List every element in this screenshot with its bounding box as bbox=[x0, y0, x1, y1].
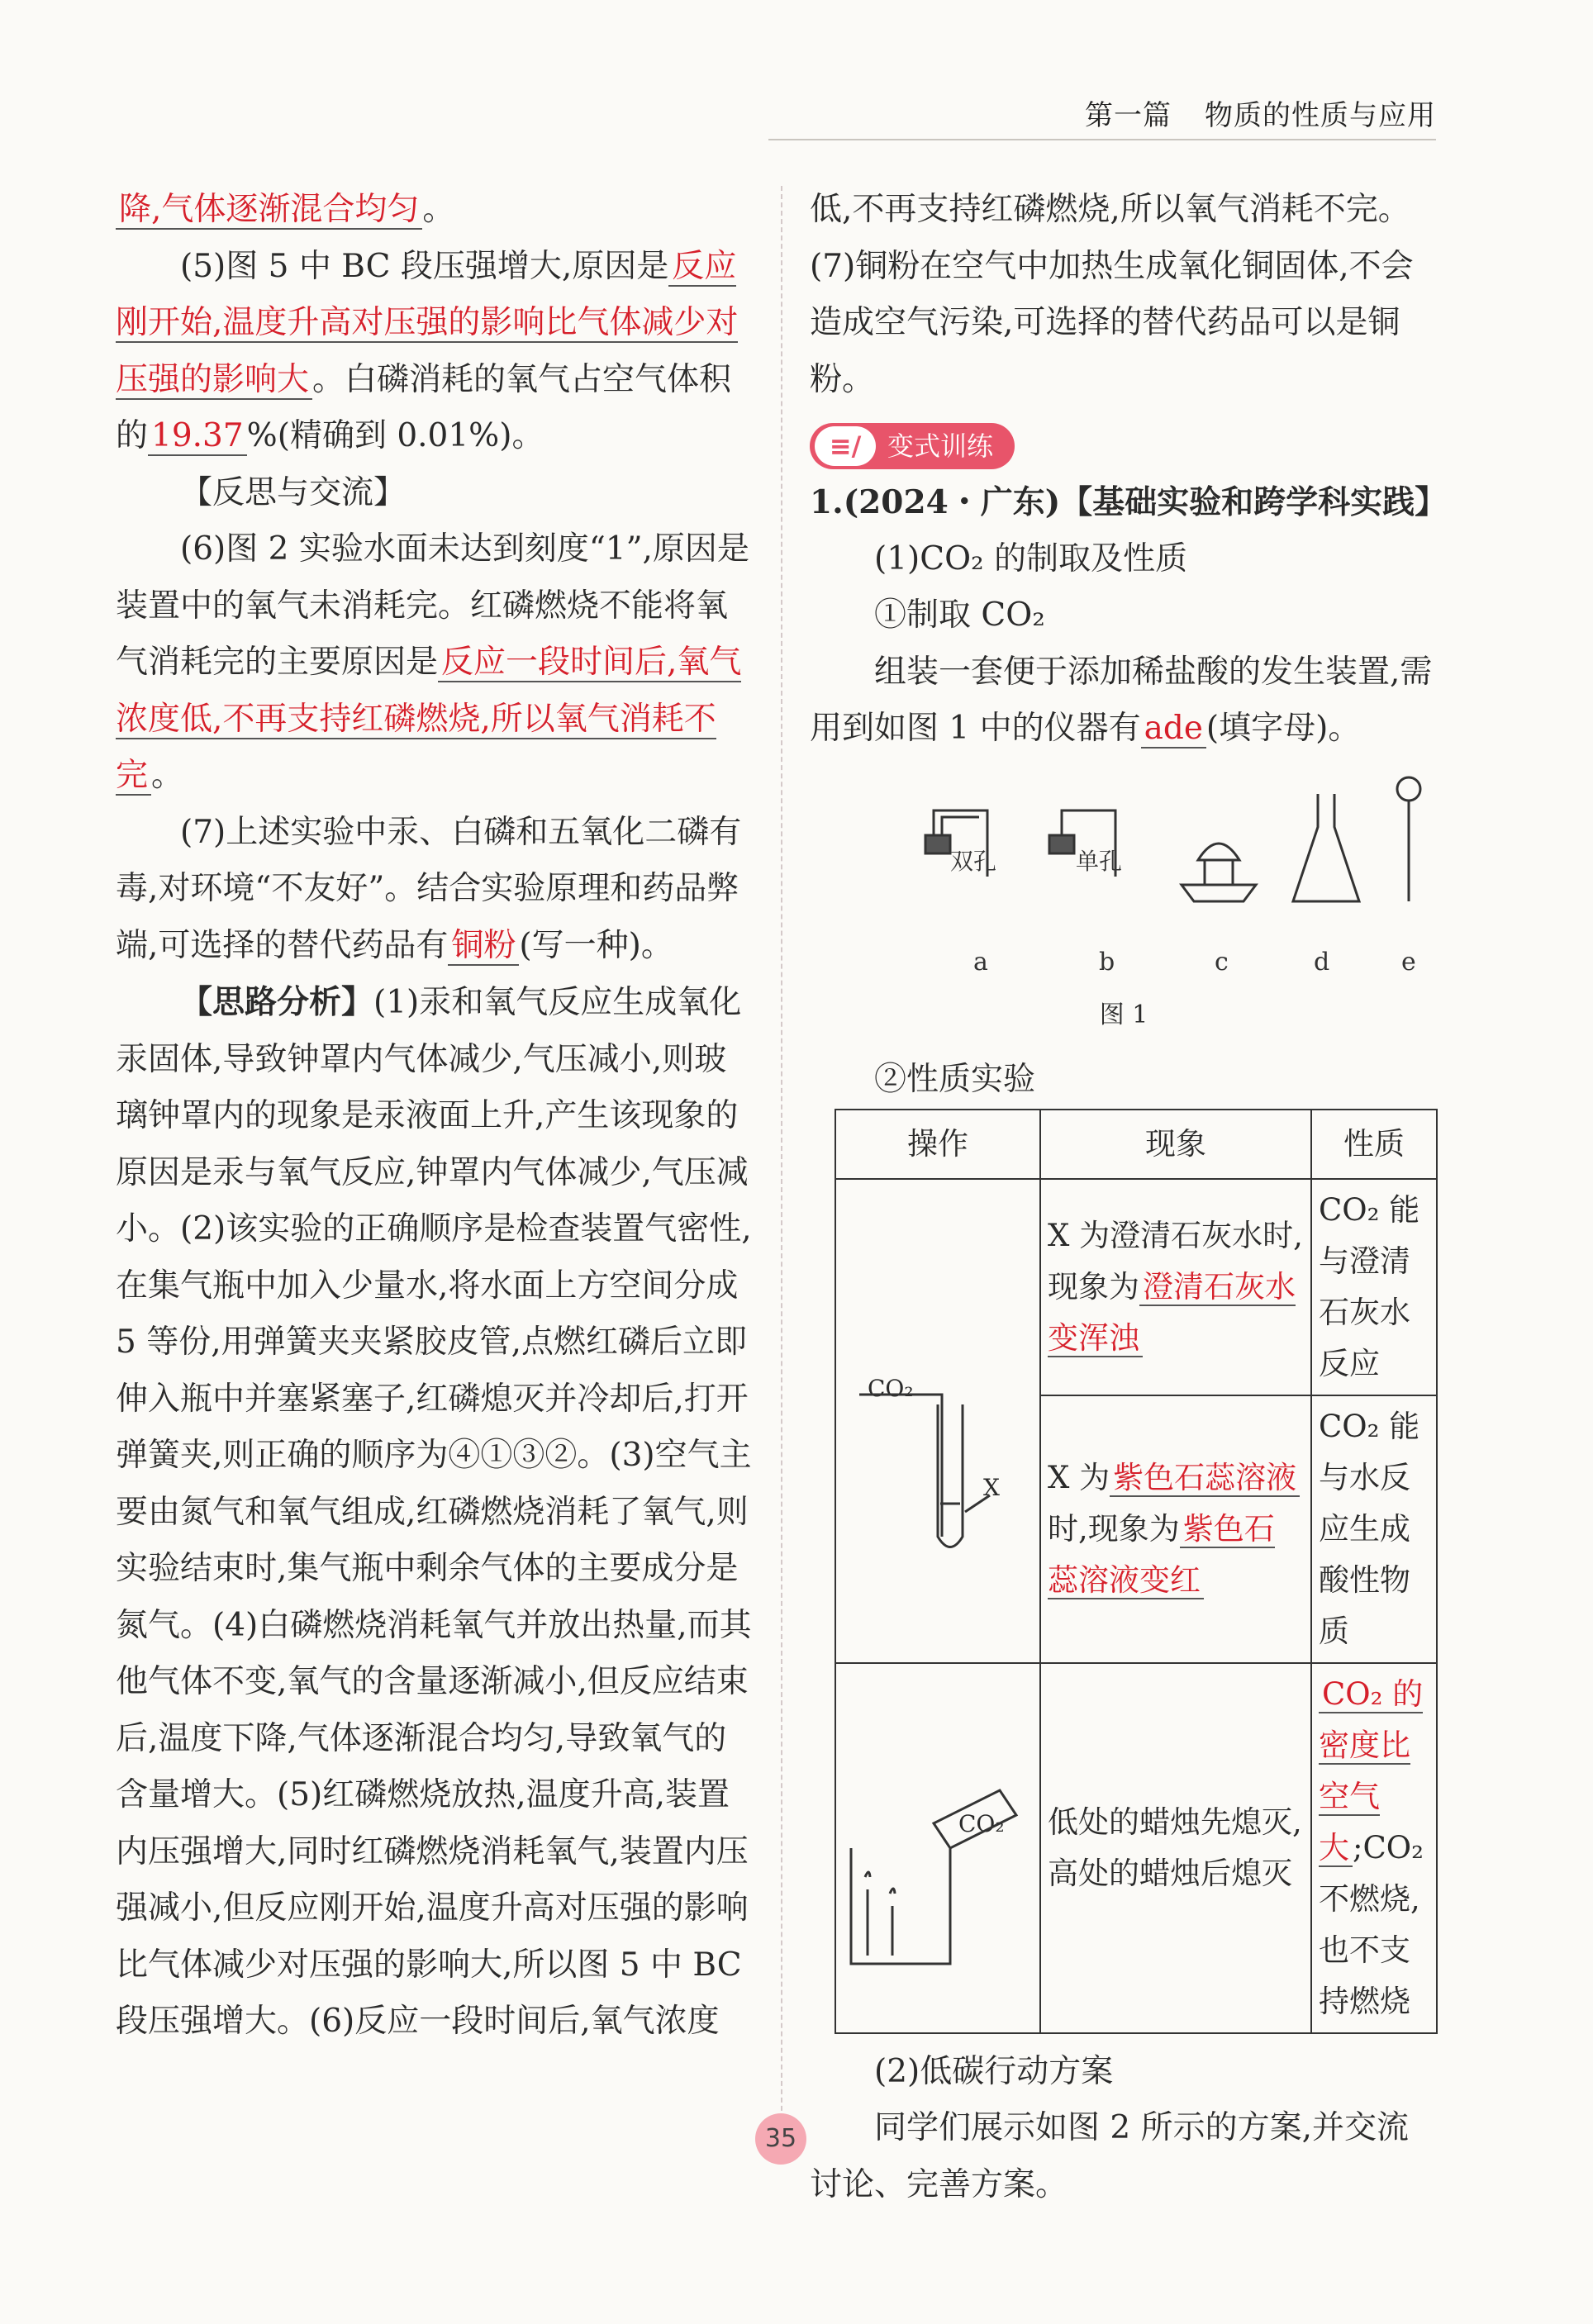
answer: 降,气体逐渐混合均匀 bbox=[116, 191, 422, 230]
column-divider bbox=[781, 186, 782, 2152]
section-heading: 【反思与交流】 bbox=[180, 473, 407, 511]
answer: ade bbox=[1141, 710, 1206, 749]
answer: CO₂ 的密度比空气大 bbox=[1319, 1675, 1424, 1865]
answer: 19.37 bbox=[148, 417, 247, 456]
answer: 紫色石蕊溶液 bbox=[1110, 1460, 1300, 1497]
answer: 反应刚开始,温度升高对压强的影响比气体减少对压强的影响大 bbox=[116, 247, 739, 398]
answer: 铜粉 bbox=[448, 927, 519, 966]
figure-caption: 图 1 bbox=[1099, 1000, 1148, 1029]
question-title: 1.(2024・广东)【基础实验和跨学科实践】 bbox=[810, 483, 1448, 521]
notebook-icon: ≡/ bbox=[815, 426, 876, 466]
figure-1-apparatus: 双孔 单孔 a b c d e bbox=[810, 769, 1438, 984]
right-column: 低,不再支持红磷燃烧,所以氧气消耗不完。(7)铜粉在空气中加热生成氧化铜固体,不会造成空气污染,可选择的替代药品可以是铜粉。 ≡/ 变式训练 1.(2024・广东)【基础实验和跨学科实践】 (1)CO₂ 的制取及性质 ①制取 CO₂ 组装一套便于添加稀盐酸的发生装置,需用到如图 1 中的仪器有 ade (填字母)。 双孔 单孔 a b c d e 图 1 ②性质实验 操作 现象 性质 CO₂ X X 为澄清石灰水时,现象为 澄清石灰水变浑浊 CO₂ 能与澄清石灰水反应 X 为 紫色石蕊溶液时,现象为 紫色石蕊溶液变红 CO₂ 能与水反应生成酸性物质 CO₂ 低处的蜡烛先熄灭,高处的蜡烛后熄灭 CO₂ 的密度比空气大 ;CO₂ 不燃烧,也不支持燃烧 (2)低碳行动方案 同学们展示如图 2 所示的方案,并交流讨论、完善方案。 bbox=[810, 182, 1438, 2213]
apparatus-drawing bbox=[810, 769, 1438, 910]
analysis-continued: 低,不再支持红磷燃烧,所以氧气消耗不完。(7)铜粉在空气中加热生成氧化铜固体,不会造成空气污染,可选择的替代药品可以是铜粉。 bbox=[810, 191, 1414, 398]
analysis-label: 【思路分析】 bbox=[180, 983, 374, 1021]
answer: 反应一段时间后,氧气浓度低,不再支持红磷燃烧,所以氧气消耗不完 bbox=[116, 644, 742, 794]
variant-training-badge: ≡/ 变式训练 bbox=[810, 423, 1015, 469]
test-tube-diagram: CO₂ X bbox=[835, 1179, 1040, 1663]
header-title: 物质的性质与应用 bbox=[1205, 99, 1436, 132]
page-header bbox=[1085, 93, 1436, 133]
property-table: 操作 现象 性质 CO₂ X X 为澄清石灰水时,现象为 澄清石灰水变浑浊 CO₂ 能与澄清石灰水反应 X 为 紫色石蕊溶液时,现象为 紫色石蕊溶液变红 CO₂ 能与水反应生成酸性物质 CO₂ 低处的蜡烛先熄灭,高处的蜡烛后熄灭 CO₂ 的密度比空气大 ;CO₂ 不燃烧,也不支持燃烧 bbox=[835, 1109, 1438, 2034]
answer: 紫色石蕊溶液变红 bbox=[1048, 1510, 1275, 1598]
header-rule bbox=[768, 139, 1436, 140]
header-part: 第一篇 bbox=[1085, 99, 1172, 132]
answer: 澄清石灰水变浑浊 bbox=[1048, 1268, 1296, 1356]
page-number: 35 bbox=[755, 2113, 806, 2165]
left-column: 降,气体逐渐混合均匀 。 (5)图 5 中 BC 段压强增大,原因是 反应刚开始,温度升高对压强的影响比气体减少对压强的影响大 。白磷消耗的氧气占空气体积的 19.37 %(精确到 0.01%)。 【反思与交流】 (6)图 2 实验水面未达到刻度“1”,原因是装置中的氧气未消耗完。红磷燃烧不能将氧气消耗完的主要原因是 反应一段时间后,氧气浓度低,不再支持红磷燃烧,所以氧气消耗不完 。 (7)上述实验中汞、白磷和五氧化二磷有毒,对环境“不友好”。结合实验原理和药品弊端,可选择的替代药品有 铜粉 (写一种)。 【思路分析】(1)汞和氧气反应生成氧化汞固体,导致钟罩内气体减少,气压减小,则玻璃钟罩内的现象是汞液面上升,产生该现象的原因是汞与氧气反应,钟罩内气体减少,气压减小。(2)该实验的正确顺序是检查装置气密性,在集气瓶中加入少量水,将水面上方空间分成 5 等份,用弹簧夹夹紧胶皮管,点燃红磷后立即伸入瓶中并塞紧塞子,红磷熄灭并冷却后,打开弹簧夹,则正确的顺序为④①③②。(3)空气主要由氮气和氧气组成,红磷燃烧消耗了氧气,则实验结束时,集气瓶中剩余气体的主要成分是氮气。(4)白磷燃烧消耗氧气并放出热量,而其他气体不变,氧气的含量逐渐减小,但反应结束后,温度下降,气体逐渐混合均匀,导致氧气的含量增大。(5)红磷燃烧放热,温度升高,装置内压强增大,同时红磷燃烧消耗氧气,装置内压强减小,但反应刚开始,温度升高对压强的影响比气体减少对压强的影响大,所以图 5 中 BC 段压强增大。(6)反应一段时间后,氧气浓度 bbox=[116, 191, 752, 2040]
analysis-text: (1)汞和氧气反应生成氧化汞固体,导致钟罩内气体减少,气压减小,则玻璃钟罩内的现象是汞液面上升,产生该现象的原因是汞与氧气反应,钟罩内气体减少,气压减小。(2)该实验的正确顺序是检查装置气密性,在集气瓶中加入少量水,将水面上方空间分成 5 等份,用弹簧夹夹紧胶皮管,点燃红磷后立即伸入瓶中并塞紧塞子,红磷熄灭并冷却后,打开弹簧夹,则正确的顺序为④①③②。(3)空气主要由氮气和氧气组成,红磷燃烧消耗了氧气,则实验结束时,集气瓶中剩余气体的主要成分是氮气。(4)白磷燃烧消耗氧气并放出热量,而其他气体不变,氧气的含量逐渐减小,但反应结束后,温度下降,气体逐渐混合均匀,导致氧气的含量增大。(5)红磷燃烧放热,温度升高,装置内压强增大,同时红磷燃烧消耗氧气,装置内压强减小,但反应刚开始,温度升高对压强的影响比气体减少对压强的影响大,所以图 5 中 BC 段压强增大。(6)反应一段时间后,氧气浓度 bbox=[116, 984, 752, 2040]
candle-beaker-diagram: CO₂ bbox=[835, 1663, 1040, 2033]
